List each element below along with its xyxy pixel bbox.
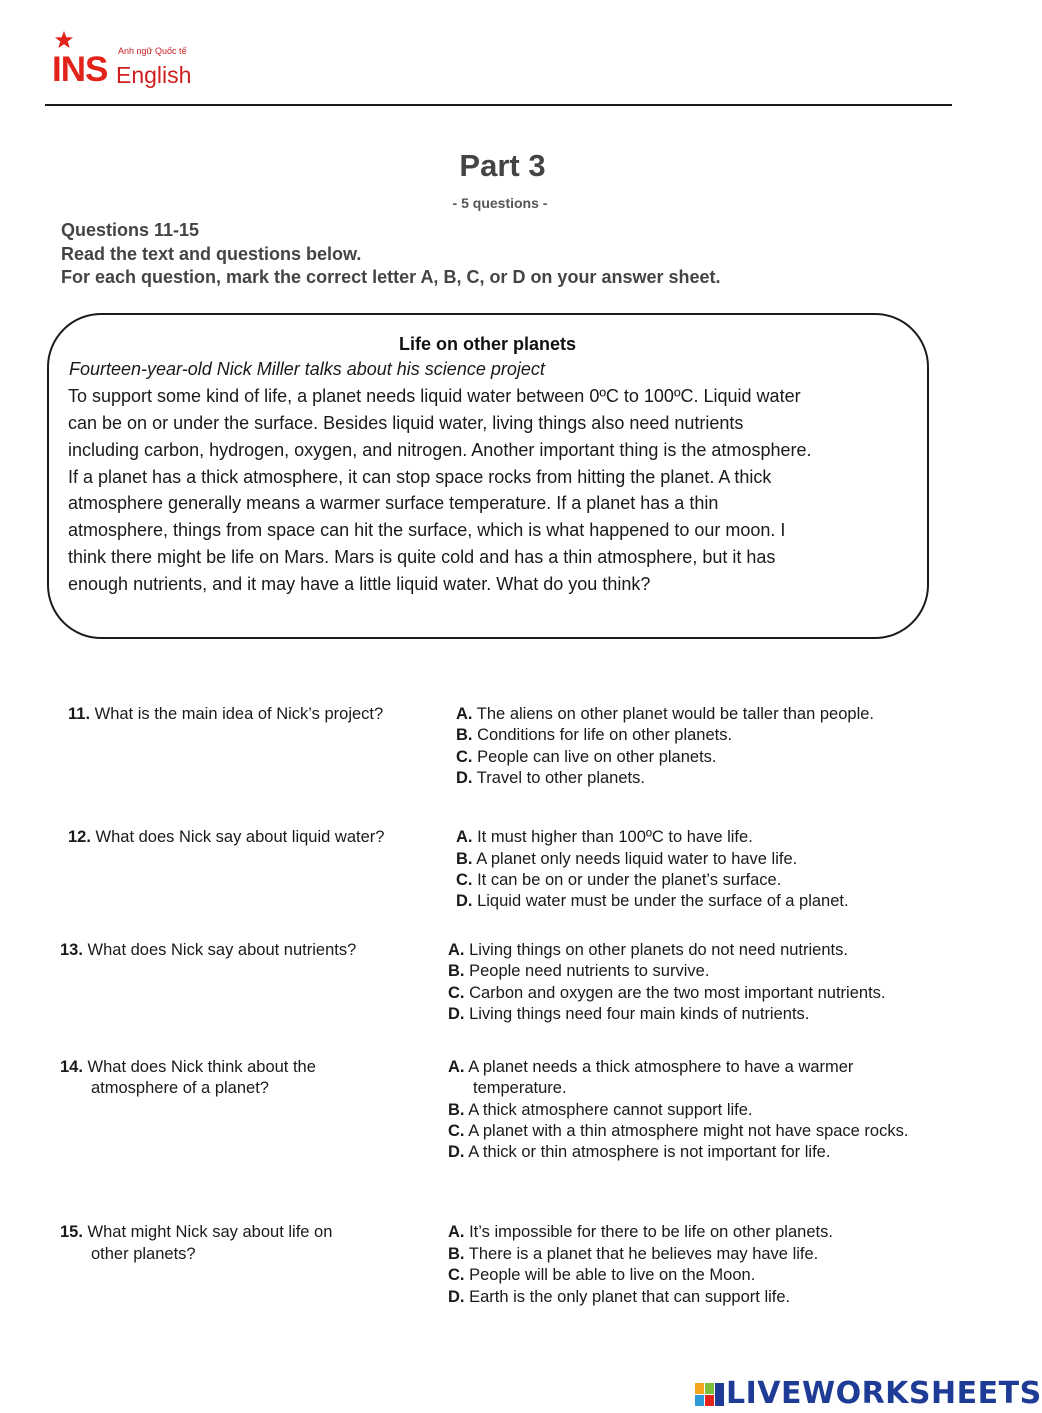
- q15-option-d[interactable]: [448, 1288, 790, 1307]
- passage-line: enough nutrients, and it may have a little liquid water. What do you think?: [68, 574, 651, 594]
- option-letter: B.: [448, 1245, 465, 1263]
- liveworksheets-badge-icon: [695, 1383, 725, 1407]
- option-text: A planet needs a thick atmosphere to have a warmer: [468, 1058, 854, 1076]
- q11-option-d[interactable]: [456, 769, 645, 788]
- option-letter: C.: [448, 1122, 465, 1140]
- q13-option-d[interactable]: [448, 1005, 809, 1024]
- option-letter: B.: [456, 726, 473, 744]
- passage-line: If a planet has a thick atmosphere, it can stop space rocks from hitting the planet. A thick: [68, 467, 772, 487]
- question-number: 13.: [60, 941, 83, 959]
- question-14-stem: [60, 1058, 316, 1077]
- part-subtitle: - 5 questions -: [452, 195, 548, 211]
- option-letter: C.: [448, 984, 465, 1002]
- q12-option-a[interactable]: [456, 828, 753, 847]
- option-letter: A.: [448, 1058, 465, 1076]
- option-letter: A.: [448, 1223, 465, 1241]
- question-number: 11.: [68, 705, 91, 723]
- option-text: It must higher than 100ºC to have life.: [477, 828, 753, 846]
- question-text-continued: other planets?: [91, 1245, 196, 1263]
- q12-option-c[interactable]: [456, 871, 781, 890]
- question-text: What might Nick say about life on: [87, 1223, 333, 1241]
- q15-option-c[interactable]: [448, 1266, 755, 1285]
- q11-option-b[interactable]: [456, 726, 732, 745]
- question-text: What does Nick say about liquid water?: [95, 828, 385, 846]
- question-13-stem: [60, 941, 356, 960]
- option-text: Liquid water must be under the surface of a planet.: [477, 892, 849, 910]
- q15-option-b[interactable]: [448, 1245, 818, 1264]
- liveworksheets-brand: LIVEWORKSHEETS: [726, 1376, 1042, 1411]
- option-text: A planet only needs liquid water to have life.: [476, 850, 798, 868]
- option-letter: B.: [456, 850, 473, 868]
- option-text: People need nutrients to survive.: [469, 962, 710, 980]
- questions-range: Questions 11-15: [61, 220, 200, 240]
- q13-option-c[interactable]: [448, 984, 886, 1003]
- question-15-stem: [60, 1223, 332, 1242]
- option-text: A thick or thin atmosphere is not important for life.: [468, 1143, 831, 1161]
- question-number: 12.: [68, 828, 91, 846]
- instruction-read: Read the text and questions below.: [61, 244, 362, 264]
- question-12-stem: [68, 828, 384, 847]
- passage-line: including carbon, hydrogen, oxygen, and nitrogen. Another important thing is the atmosphere.: [68, 440, 812, 460]
- option-letter: A.: [456, 705, 473, 723]
- option-text: It can be on or under the planet’s surface.: [477, 871, 782, 889]
- passage-line: think there might be life on Mars. Mars is quite cold and has a thin atmosphere, but it has: [68, 547, 776, 567]
- passage-line: atmosphere generally means a warmer surface temperature. If a planet has a thin: [68, 493, 719, 513]
- option-text: Earth is the only planet that can support life.: [469, 1288, 791, 1306]
- passage-line: can be on or under the surface. Besides liquid water, living things also need nutrients: [68, 413, 744, 433]
- q14-option-a-continued: temperature.: [473, 1079, 567, 1097]
- option-letter: B.: [448, 962, 465, 980]
- logo-english-text: English: [116, 62, 192, 88]
- header-divider: [45, 104, 952, 106]
- option-text: There is a planet that he believes may have life.: [468, 1245, 819, 1263]
- q13-option-b[interactable]: [448, 962, 709, 981]
- option-letter: B.: [448, 1101, 465, 1119]
- q13-option-a[interactable]: [448, 941, 848, 960]
- question-number: 15.: [60, 1223, 83, 1241]
- option-letter: C.: [456, 748, 473, 766]
- q12-option-b[interactable]: [456, 850, 797, 869]
- option-letter: D.: [448, 1288, 465, 1306]
- option-letter: D.: [456, 892, 473, 910]
- q15-option-a[interactable]: [448, 1223, 833, 1242]
- passage-subtitle: Fourteen-year-old Nick Miller talks about his science project: [69, 359, 545, 379]
- option-text: People can live on other planets.: [477, 748, 717, 766]
- option-text: Travel to other planets.: [476, 769, 645, 787]
- question-11-stem: [68, 705, 383, 724]
- passage-line: To support some kind of life, a planet needs liquid water between 0ºC to 100ºC. Liquid water: [68, 386, 801, 406]
- option-letter: D.: [448, 1143, 465, 1161]
- option-text: Conditions for life on other planets.: [477, 726, 733, 744]
- option-text: Living things on other planets do not need nutrients.: [469, 941, 848, 959]
- option-text: Carbon and oxygen are the two most important nutrients.: [469, 984, 886, 1002]
- q11-option-c[interactable]: [456, 748, 717, 767]
- q11-option-a[interactable]: [456, 705, 874, 724]
- instruction-mark: For each question, mark the correct letter A, B, C, or D on your answer sheet.: [61, 267, 721, 287]
- question-text: What is the main idea of Nick’s project?: [94, 705, 384, 723]
- option-letter: A.: [456, 828, 473, 846]
- q14-option-b[interactable]: [448, 1101, 753, 1120]
- option-letter: A.: [448, 941, 465, 959]
- question-text-continued: atmosphere of a planet?: [91, 1079, 269, 1097]
- passage-line: atmosphere, things from space can hit the surface, which is what happened to our moon. I: [68, 520, 786, 540]
- star-icon: [54, 30, 74, 50]
- option-text: A thick atmosphere cannot support life.: [468, 1101, 753, 1119]
- q12-option-d[interactable]: [456, 892, 849, 911]
- question-number: 14.: [60, 1058, 83, 1076]
- question-text: What does Nick say about nutrients?: [87, 941, 357, 959]
- q14-option-c[interactable]: [448, 1122, 908, 1141]
- option-text: A planet with a thin atmosphere might not have space rocks.: [468, 1122, 909, 1140]
- option-text: People will be able to live on the Moon.: [469, 1266, 756, 1284]
- option-text: The aliens on other planet would be taller than people.: [476, 705, 874, 723]
- q14-option-d[interactable]: [448, 1143, 830, 1162]
- option-letter: D.: [448, 1005, 465, 1023]
- question-text: What does Nick think about the: [87, 1058, 316, 1076]
- q14-option-a[interactable]: [448, 1058, 853, 1077]
- logo-tagline: Anh ngữ Quốc tế: [118, 46, 187, 56]
- option-text: It’s impossible for there to be life on other planets.: [469, 1223, 833, 1241]
- option-letter: C.: [456, 871, 473, 889]
- logo-ins-text: INS: [52, 50, 108, 89]
- part-title: Part 3: [459, 148, 546, 183]
- ins-english-logo: [52, 28, 252, 98]
- option-letter: C.: [448, 1266, 465, 1284]
- passage-title: Life on other planets: [398, 334, 576, 354]
- option-letter: D.: [456, 769, 473, 787]
- option-text: Living things need four main kinds of nutrients.: [469, 1005, 810, 1023]
